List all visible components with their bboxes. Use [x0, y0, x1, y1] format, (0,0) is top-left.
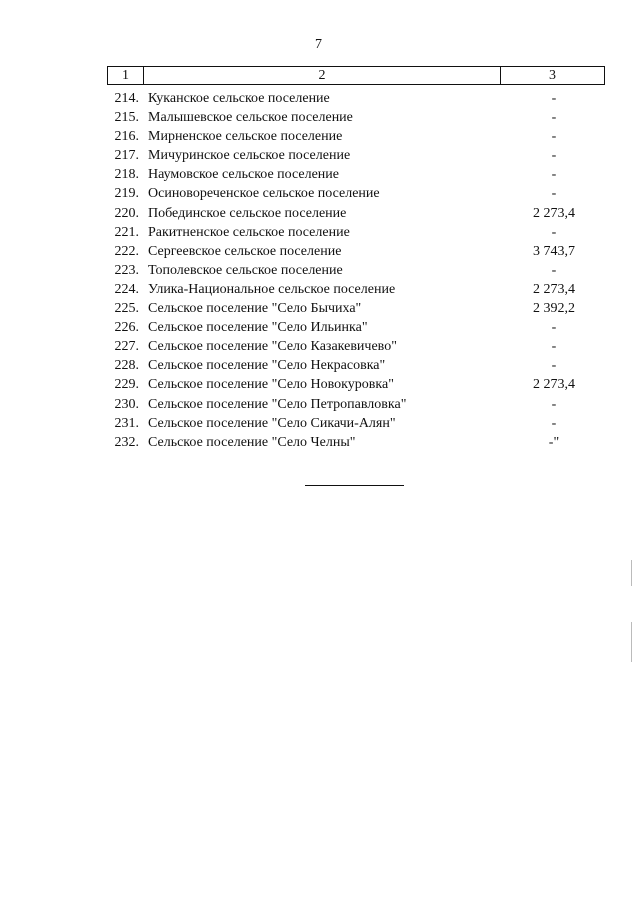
amount-value: 2 273,4 — [533, 281, 575, 297]
row-number: 227. — [114, 339, 139, 355]
settlement-name: Мирненское сельское поселение — [148, 129, 343, 145]
table-row — [0, 318, 637, 337]
settlement-name: Наумовское сельское поселение — [148, 167, 340, 183]
row-number: 216. — [114, 129, 139, 145]
settlement-name: Тополевское сельское поселение — [148, 262, 343, 278]
row-number: 226. — [114, 320, 139, 336]
table-row — [0, 375, 637, 394]
table-row — [0, 337, 637, 356]
amount-value: - — [551, 415, 557, 431]
table-row — [0, 433, 637, 452]
settlement-name: Куканское сельское поселение — [148, 91, 330, 106]
table-body — [0, 89, 637, 452]
table-row — [0, 261, 637, 280]
amount-value: - — [551, 358, 557, 374]
amount-value: - — [551, 148, 557, 164]
table-row — [0, 127, 637, 146]
table-row — [0, 223, 637, 242]
amount-value: 2 392,2 — [533, 301, 575, 317]
row-number: 228. — [114, 358, 139, 374]
settlement-name: Сельское поселение "Село Сикачи-Алян" — [148, 415, 396, 431]
amount-value: - — [551, 262, 557, 278]
table-row — [0, 146, 637, 165]
table-row — [0, 165, 637, 184]
amount-value: - — [551, 91, 557, 106]
end-separator-line — [305, 485, 404, 486]
settlement-name: Сельское поселение "Село Челны" — [148, 434, 356, 450]
settlement-name: Сельское поселение "Село Ильинка" — [148, 320, 368, 336]
table-row — [0, 280, 637, 299]
row-number: 232. — [114, 434, 139, 450]
settlement-name: Сельское поселение "Село Новокуровка" — [148, 377, 394, 393]
column-header-1: 1 — [108, 67, 144, 84]
settlement-name: Мичуринское сельское поселение — [148, 148, 351, 164]
table-row — [0, 356, 637, 375]
settlement-name: Сельское поселение "Село Казакевичево" — [148, 339, 397, 355]
amount-value: - — [551, 320, 557, 336]
settlement-name: Побединское сельское поселение — [148, 205, 347, 221]
amount-value: - — [551, 110, 557, 126]
settlement-name: Малышевское сельское поселение — [148, 110, 353, 126]
row-number: 219. — [114, 186, 139, 202]
scan-edge-mark — [631, 560, 632, 586]
row-number: 214. — [114, 91, 139, 106]
settlement-name: Сельское поселение "Село Некрасовка" — [148, 358, 386, 374]
table-header — [107, 66, 605, 85]
row-number: 223. — [114, 262, 139, 278]
row-number: 225. — [114, 301, 139, 317]
column-header-3: 3 — [549, 67, 556, 83]
table-row — [0, 204, 637, 223]
row-number: 231. — [114, 415, 139, 431]
page-number: 7 — [315, 37, 322, 52]
settlement-name: Сергеевское сельское поселение — [148, 243, 342, 259]
row-number: 222. — [114, 243, 139, 259]
amount-value: - — [551, 186, 557, 202]
table-row — [0, 299, 637, 318]
amount-value: -" — [548, 434, 560, 450]
table-row — [0, 395, 637, 414]
amount-value: 2 273,4 — [533, 377, 575, 393]
row-number: 220. — [114, 205, 139, 221]
row-number: 215. — [114, 110, 139, 126]
settlement-name: Сельское поселение "Село Бычиха" — [148, 301, 362, 317]
row-number: 221. — [114, 224, 139, 240]
amount-value: - — [551, 396, 557, 412]
amount-value: - — [551, 167, 557, 183]
settlement-name: Улика-Национальное сельское поселение — [148, 281, 396, 297]
settlement-name: Осиновореченское сельское поселение — [148, 186, 380, 202]
settlement-name: Сельское поселение "Село Петропавловка" — [148, 396, 407, 412]
table-row — [0, 89, 637, 108]
row-number: 218. — [114, 167, 139, 183]
row-number: 229. — [114, 377, 139, 393]
settlement-name: Ракитненское сельское поселение — [148, 224, 350, 240]
amount-value: 3 743,7 — [533, 243, 575, 259]
amount-value: - — [551, 129, 557, 145]
row-number: 217. — [114, 148, 139, 164]
table-row — [0, 242, 637, 261]
table-row — [0, 184, 637, 203]
table-row — [0, 414, 637, 433]
amount-value: - — [551, 339, 557, 355]
amount-value: - — [551, 224, 557, 240]
row-number: 230. — [114, 396, 139, 412]
table-row — [0, 108, 637, 127]
scan-edge-mark — [631, 622, 632, 662]
amount-value: 2 273,4 — [533, 205, 575, 221]
row-number: 224. — [114, 281, 139, 297]
column-header-2: 2 — [144, 67, 501, 84]
